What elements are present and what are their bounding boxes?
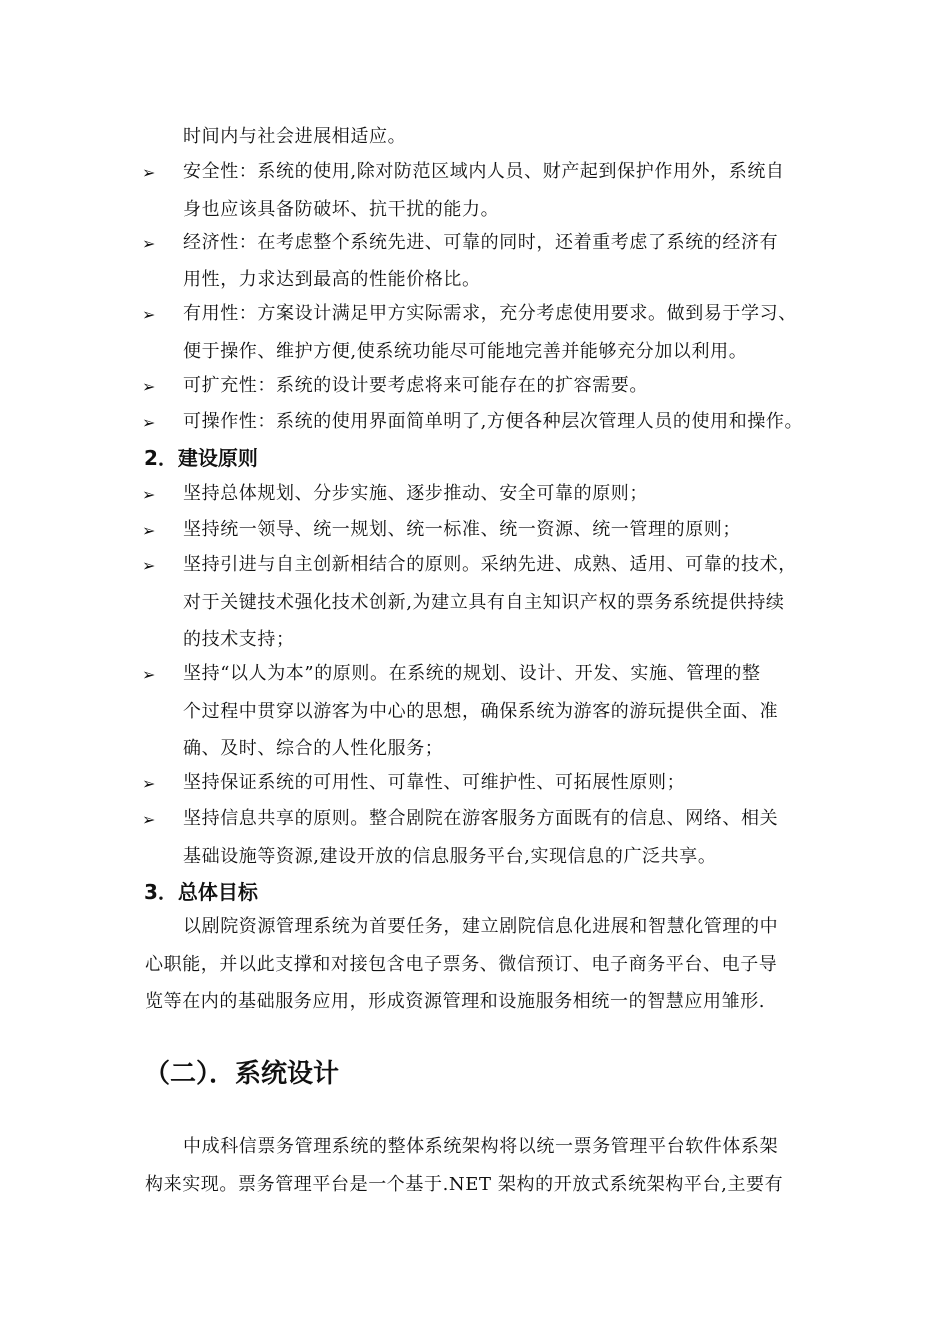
bullet-arrow-icon: ➢ [142,810,156,829]
intro-tail-text: 时间内与社会进展相适应。 [183,126,407,147]
principle-3-line-1: 坚持引进与自主创新相结合的原则。采纳先进、成熟、适用、可靠的技术， [183,554,797,575]
feature-security-line-1: 安全性：系统的使用,除对防范区域内人员、财产起到保护作用外，系统自 [183,161,785,182]
design-paragraph-line-2: 构来实现。票务管理平台是一个基于.NET 架构的开放式系统架构平台,主要有 [145,1174,784,1195]
bullet-arrow-icon: ➢ [142,774,156,793]
principle-4-line-1: 坚持“以人为本”的原则。在系统的规划、设计、开发、实施、管理的整 [183,663,761,684]
goal-paragraph-line-3: 览等在内的基础服务应用，形成资源管理和设施服务相统一的智慧应用雏形. [145,991,766,1012]
bullet-arrow-icon: ➢ [142,485,156,504]
feature-economy-line-1: 经济性：在考虑整个系统先进、可靠的同时，还着重考虑了系统的经济有 [183,232,779,253]
bullet-arrow-icon: ➢ [142,234,156,253]
section-2-heading: 2．建设原则 [144,446,258,470]
bullet-arrow-icon: ➢ [142,413,156,432]
bullet-arrow-icon: ➢ [142,521,156,540]
principle-6-line-2: 基础设施等资源,建设开放的信息服务平台,实现信息的广泛共享。 [183,846,717,867]
principle-1-line-1: 坚持总体规划、分步实施、逐步推动、安全可靠的原则； [183,483,648,504]
chapter-heading: （二）．系统设计 [144,1059,340,1089]
bullet-arrow-icon: ➢ [142,556,156,575]
feature-operability-line-1: 可操作性：系统的使用界面简单明了,方便各种层次管理人员的使用和操作。 [183,411,804,432]
design-paragraph-line-1: 中成科信票务管理系统的整体系统架构将以统一票务管理平台软件体系架 [183,1136,779,1157]
feature-extensibility-line-1: 可扩充性：系统的设计要考虑将来可能存在的扩容需要。 [183,375,648,396]
feature-economy-line-2: 用性，力求达到最高的性能价格比。 [183,269,481,290]
principle-3-line-2: 对于关键技术强化技术创新,为建立具有自主知识产权的票务系统提供持续 [183,592,785,613]
principle-3-line-3: 的技术支持； [183,629,295,650]
principle-2-line-1: 坚持统一领导、统一规划、统一标准、统一资源、统一管理的原则； [183,519,741,540]
goal-paragraph-line-2: 心职能，并以此支撑和对接包含电子票务、微信预订、电子商务平台、电子导 [145,954,778,975]
goal-paragraph-line-1: 以剧院资源管理系统为首要任务，建立剧院信息化进展和智慧化管理的中 [183,916,779,937]
feature-usability-line-2: 便于操作、维护方便,使系统功能尽可能地完善并能够充分加以利用。 [183,341,748,362]
principle-6-line-1: 坚持信息共享的原则。整合剧院在游客服务方面既有的信息、网络、相关 [183,808,779,829]
bullet-arrow-icon: ➢ [142,377,156,396]
bullet-arrow-icon: ➢ [142,305,156,324]
section-3-heading: 3．总体目标 [144,880,258,904]
principle-4-line-3: 确、及时、综合的人性化服务； [183,738,444,759]
bullet-arrow-icon: ➢ [142,163,156,182]
principle-4-line-2: 个过程中贯穿以游客为中心的思想，确保系统为游客的游玩提供全面、准 [183,701,779,722]
principle-5-line-1: 坚持保证系统的可用性、可靠性、可维护性、可拓展性原则； [183,772,686,793]
feature-usability-line-1: 有用性：方案设计满足甲方实际需求，充分考虑使用要求。做到易于学习、 [183,303,797,324]
feature-security-line-2: 身也应该具备防破坏、抗干扰的能力。 [183,199,500,220]
bullet-arrow-icon: ➢ [142,665,156,684]
